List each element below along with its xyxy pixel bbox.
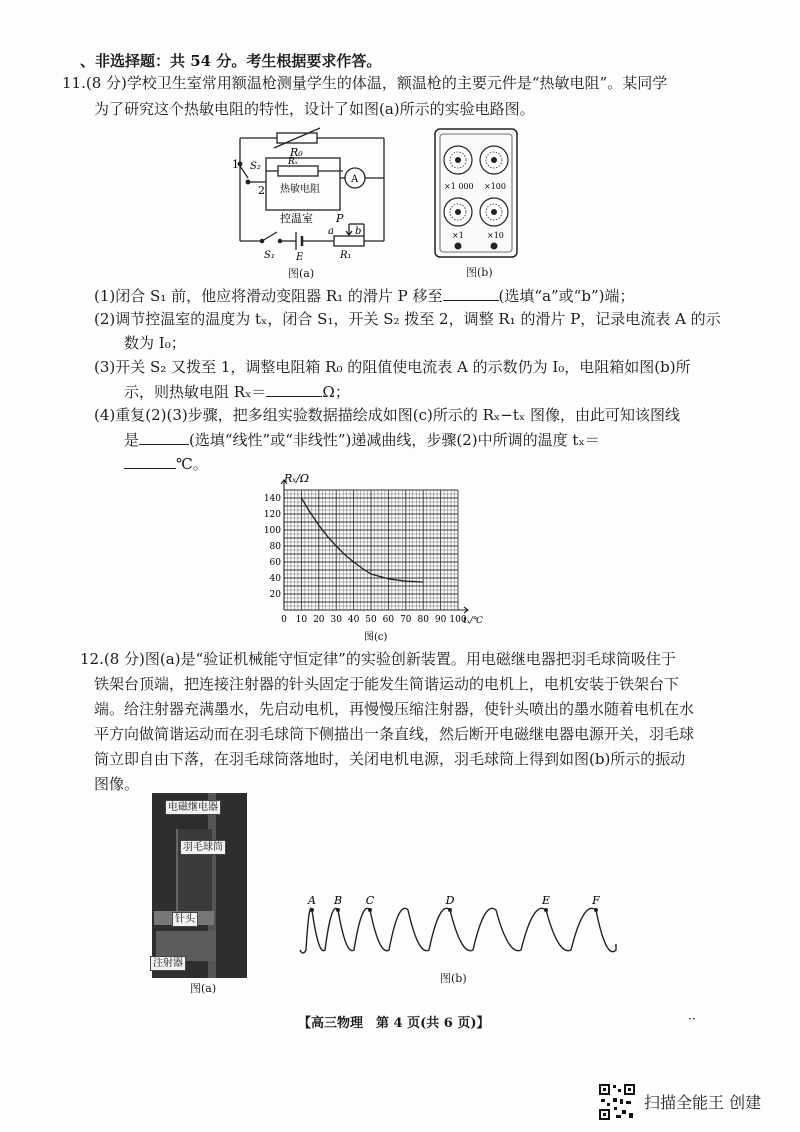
answer-blank-4[interactable] <box>124 452 176 469</box>
rx-tx-curve <box>301 498 423 582</box>
q11-step2-b: 数为 I₀； <box>124 334 186 352</box>
section-header: 、非选择题：共 54 分。考生根据要求作答。 <box>80 52 382 70</box>
label-r0: R₀ <box>290 146 303 159</box>
x-tick-label: 90 <box>434 615 447 625</box>
q11-step4-b2: (选填“线性”或“非线性”)递减曲线，步骤(2)中所调的温度 tₓ＝ <box>189 431 600 449</box>
photo-caption: 图(a) <box>190 982 217 995</box>
x-tick-label: 0 <box>281 615 287 625</box>
footer-dots: ·· <box>688 1012 696 1026</box>
answer-blank-1[interactable] <box>443 284 499 301</box>
y-tick-label: 120 <box>263 510 281 520</box>
wave-point-A <box>310 908 314 912</box>
wave-label-A: A <box>308 894 316 907</box>
q11-step4-c <box>124 452 208 475</box>
label-ammeter: A <box>351 174 359 185</box>
answer-blank-2[interactable] <box>266 380 322 397</box>
label-rx: Rₓ <box>288 157 298 167</box>
wave-point-F <box>594 908 598 912</box>
q11-step4-b1: 是 <box>124 431 140 449</box>
wave-point-D <box>448 908 452 912</box>
scanner-brand: 扫描全能王 创建 <box>644 1093 762 1112</box>
q11-step2-a: (2)调节控温室的温度为 tₓ，闭合 S₁，开关 S₂ 拨至 2，调整 R₁ 的滑片 P，记录电流表 A 的示 <box>94 310 721 328</box>
q11-step4-a: (4)重复(2)(3)步骤，把多组实验数据描绘成如图(c)所示的 Rₓ−tₓ 图像，由此可知该图线 <box>94 406 680 424</box>
page-footer: 【高三物理 第 4 页(共 6 页)】 <box>298 1016 490 1031</box>
label-a: a <box>328 226 334 237</box>
dial-label-100: ×100 <box>484 182 506 191</box>
chart-grid <box>281 480 468 613</box>
wave-point-C <box>368 908 372 912</box>
circuit-caption: 图(a) <box>288 267 315 280</box>
qr-code-icon <box>598 1083 636 1121</box>
x-tick-label: 10 <box>295 615 308 625</box>
box-caption: 图(b) <box>466 266 493 279</box>
q12-line-1: 12.(8 分)图(a)是“验证机械能守恒定律”的实验创新装置。用电磁继电器把羽毛球筒吸住于 <box>80 650 676 668</box>
q11-step3-a: (3)开关 S₂ 又拨至 1，调整电阻箱 R₀ 的阻值使电流表 A 的示数仍为 I₀，电阻箱如图(b)所 <box>94 358 691 376</box>
x-tick-label: 40 <box>347 615 360 625</box>
q11-step4-unit: ℃。 <box>176 455 208 473</box>
apparatus-photo <box>152 793 247 978</box>
q11-step1-a: (1)闭合 S₁ 前，他应将滑动变阻器 R₁ 的滑片 P 移至 <box>94 287 443 305</box>
wave-label-F: F <box>592 894 600 907</box>
q11-step1-b: (选填“a”或“b”)端； <box>498 287 635 305</box>
wave-curve <box>300 908 616 953</box>
wave-label-C: C <box>365 894 375 907</box>
q11-intro-1: 11.(8 分)学校卫生室常用额温枪测量学生的体温，额温枪的主要元件是“热敏电阻”。某同学 <box>62 74 668 92</box>
y-tick-label: 60 <box>269 558 281 568</box>
q12-line-6: 图像。 <box>94 775 140 793</box>
label-p: P <box>336 212 344 225</box>
label-s2: S₂ <box>250 161 261 172</box>
dial-label-10: ×10 <box>487 231 504 240</box>
q11-step3-unit: Ω； <box>322 383 350 401</box>
x-tick-label: 20 <box>313 615 325 625</box>
x-tick-label: 60 <box>382 615 395 625</box>
label-s1: S₁ <box>264 250 275 261</box>
x-tick-label: 70 <box>400 615 412 625</box>
q11-step3-b: 示，则热敏电阻 Rₓ＝ <box>124 383 267 401</box>
q12-line-3: 端。给注射器充满墨水，先启动电机，再慢慢压缩注射器，使针头喷出的墨水随着电机在水 <box>94 700 695 718</box>
label-r1: R₁ <box>340 250 352 261</box>
x-tick-label: 50 <box>365 615 377 625</box>
wave-caption: 图(b) <box>440 972 467 985</box>
vibration-wave <box>296 892 632 962</box>
label-rx-text: 热敏电阻 <box>280 184 320 195</box>
q12-line-2: 铁架台顶端，把连接注射器的针头固定于能发生简谐运动的电机上，电机安装于铁架台下 <box>94 675 680 693</box>
x-tick-label: 100 <box>449 615 467 625</box>
label-tube: 羽毛球筒 <box>180 840 226 855</box>
label-b: b <box>355 226 362 237</box>
q11-intro-2: 为了研究这个热敏电阻的特性，设计了如图(a)所示的实验电路图。 <box>94 100 535 118</box>
x-tick-label: 80 <box>417 615 429 625</box>
dial-label-1: ×1 <box>452 231 464 240</box>
resistance-box <box>434 128 518 258</box>
wave-label-B: B <box>333 894 343 907</box>
label-e: E <box>296 252 304 263</box>
label-chamber: 控温室 <box>280 212 313 225</box>
label-pos2: 2 <box>258 184 265 197</box>
y-tick-label: 40 <box>269 574 281 584</box>
y-tick-label: 20 <box>269 590 281 600</box>
wave-point-E <box>544 908 548 912</box>
wave-label-D: D <box>445 894 455 907</box>
label-syringe: 注射器 <box>150 956 186 971</box>
q11-step1 <box>94 284 634 307</box>
rx-tx-chart <box>258 470 498 642</box>
wave-point-B <box>336 908 340 912</box>
q11-step3 <box>124 380 350 403</box>
answer-blank-3[interactable] <box>139 428 189 445</box>
terminal-right <box>491 243 498 250</box>
chart-xlabel: tₓ/℃ <box>463 616 483 626</box>
terminal-left <box>455 243 462 250</box>
label-pos1: 1 <box>232 158 239 171</box>
x-tick-label: 30 <box>330 615 342 625</box>
q11-step4-b <box>124 428 600 451</box>
chart-ylabel: Rₓ/Ω <box>284 472 310 485</box>
y-tick-label: 80 <box>269 542 281 552</box>
q12-line-4: 平方向做简谐运动而在羽毛球筒下侧描出一条直线，然后断开电磁继电器电源开关，羽毛球 <box>94 725 695 743</box>
chart-caption: 图(c) <box>364 632 388 642</box>
q12-line-5: 筒立即自由下落，在羽毛球筒落地时，关闭电机电源，羽毛球筒上得到如图(b)所示的振动 <box>94 750 686 768</box>
y-tick-label: 100 <box>263 526 281 536</box>
y-tick-label: 140 <box>263 494 281 504</box>
dial-label-1000: ×1 000 <box>444 182 474 191</box>
label-relay: 电磁继电器 <box>165 800 221 815</box>
wave-label-E: E <box>541 894 551 907</box>
circuit-diagram <box>222 126 412 266</box>
label-needle: 针头 <box>172 912 198 927</box>
